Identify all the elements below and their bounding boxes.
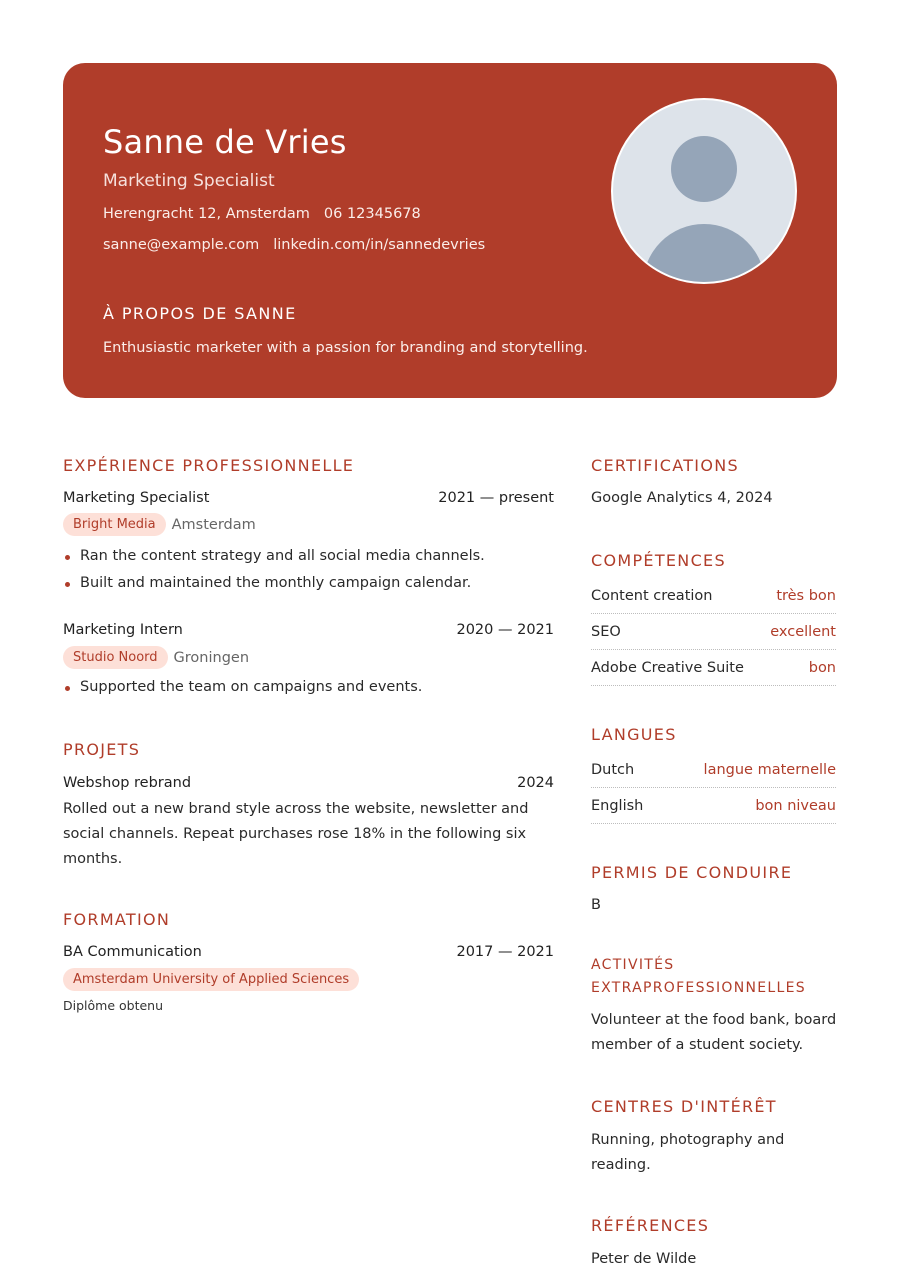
experience-item-2-header xyxy=(63,622,554,638)
company-badge: Bright Media xyxy=(63,513,166,536)
phone: 06 12345678 xyxy=(323,206,421,222)
education-degree: BA Communication xyxy=(63,944,202,960)
about-text: Enthusiastic marketer with a passion for branding and storytelling. xyxy=(103,340,588,356)
company-badge: Studio Noord xyxy=(63,646,168,669)
experience-role: Marketing Specialist xyxy=(63,490,210,506)
activities-text-line-1: Volunteer at the food bank, board xyxy=(591,1012,837,1028)
project-year: 2024 xyxy=(517,775,554,791)
skills-title: COMPÉTENCES xyxy=(591,551,726,570)
education-title: FORMATION xyxy=(63,910,171,929)
candidate-title: Marketing Specialist xyxy=(103,171,275,191)
reference-name: Peter de Wilde xyxy=(591,1251,697,1267)
languages-title: LANGUES xyxy=(591,725,677,744)
linkedin-link[interactable]: linkedin.com/in/sannedevries xyxy=(273,237,486,253)
language-level: bon niveau xyxy=(755,797,836,814)
contact-line-2 xyxy=(103,237,485,253)
skill-level: bon xyxy=(808,659,836,676)
avatar-body-shape xyxy=(643,224,765,284)
education-note: Diplôme obtenu xyxy=(63,998,164,1013)
interests-text-line-2: reading. xyxy=(591,1157,651,1173)
education-dates: 2017 — 2021 xyxy=(456,944,554,960)
experience-item-2-company-line xyxy=(63,646,249,669)
experience-dates: 2020 — 2021 xyxy=(456,622,554,638)
address: Herengracht 12, Amsterdam xyxy=(103,206,310,222)
experience-bullet: Built and maintained the monthly campaign calendar. xyxy=(63,575,471,591)
skill-name: SEO xyxy=(591,623,621,640)
license-value: B xyxy=(591,897,601,913)
school-badge: Amsterdam University of Applied Sciences xyxy=(63,968,359,991)
skill-row xyxy=(591,578,836,614)
language-name: English xyxy=(591,797,644,814)
interests-text-line-1: Running, photography and xyxy=(591,1132,785,1148)
experience-bullet: Supported the team on campaigns and events. xyxy=(63,679,422,695)
activities-title-line-2: EXTRAPROFESSIONNELLES xyxy=(591,980,806,996)
avatar-head-shape xyxy=(671,136,737,202)
experience-item-1-company-line xyxy=(63,513,256,536)
skill-row xyxy=(591,650,836,686)
skill-level: très bon xyxy=(776,587,836,604)
skill-name: Content creation xyxy=(591,587,713,604)
resume-header xyxy=(63,63,837,398)
interests-title: CENTRES D'INTÉRÊT xyxy=(591,1097,777,1116)
certification-item: Google Analytics 4, 2024 xyxy=(591,490,773,506)
experience-role: Marketing Intern xyxy=(63,622,183,638)
experience-item-1-header xyxy=(63,490,554,506)
language-level: langue maternelle xyxy=(703,761,836,778)
education-item-header xyxy=(63,944,554,960)
projects-title: PROJETS xyxy=(63,740,141,759)
references-title: RÉFÉRENCES xyxy=(591,1216,710,1235)
project-name: Webshop rebrand xyxy=(63,775,192,791)
language-row xyxy=(591,752,836,788)
skill-name: Adobe Creative Suite xyxy=(591,659,744,676)
education-school-line xyxy=(63,968,365,991)
experience-title: EXPÉRIENCE PROFESSIONNELLE xyxy=(63,456,355,475)
skill-level: excellent xyxy=(770,623,836,640)
company-location: Groningen xyxy=(173,649,250,666)
contact-line-1 xyxy=(103,206,421,222)
language-row xyxy=(591,788,836,824)
user-avatar-placeholder-icon xyxy=(611,98,797,284)
activities-text-line-2: member of a student society. xyxy=(591,1037,804,1053)
about-title: À PROPOS DE SANNE xyxy=(103,304,297,323)
skill-row xyxy=(591,614,836,650)
experience-bullet: Ran the content strategy and all social media channels. xyxy=(63,548,485,564)
license-title: PERMIS DE CONDUIRE xyxy=(591,863,793,882)
activities-title-line-1: ACTIVITÉS xyxy=(591,957,675,973)
project-item-header xyxy=(63,775,554,791)
candidate-name: Sanne de Vries xyxy=(103,123,347,161)
project-description: Rolled out a new brand style across the website, newsletter and social channels. Repeat purchases rose 18% in the following six months. xyxy=(63,801,529,867)
company-location: Amsterdam xyxy=(171,516,256,533)
email-link[interactable]: sanne@example.com xyxy=(103,237,260,253)
language-name: Dutch xyxy=(591,761,635,778)
certifications-title: CERTIFICATIONS xyxy=(591,456,739,475)
experience-dates: 2021 — present xyxy=(438,490,554,506)
